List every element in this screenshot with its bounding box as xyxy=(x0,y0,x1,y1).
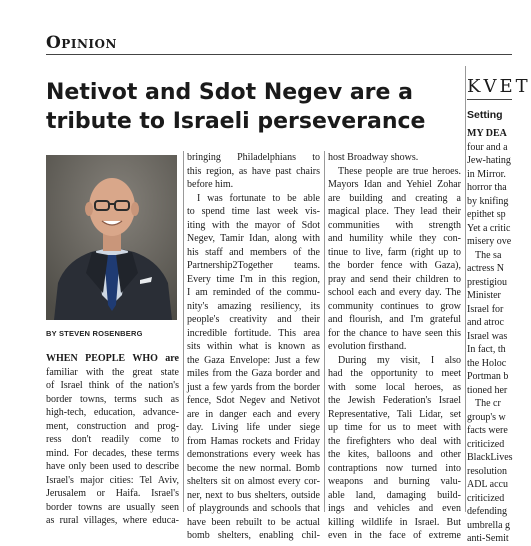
text-line: Portman b xyxy=(467,371,509,382)
text-line: have only been used to describe xyxy=(46,461,179,472)
text-line: ings and vehicles and even xyxy=(328,503,461,514)
sidebar-divider xyxy=(465,66,466,512)
text-line: pray and send their children to xyxy=(328,273,461,285)
author-photo-illustration xyxy=(46,155,177,320)
sidebar-title: KVET xyxy=(467,76,531,97)
text-line: and flourish, and I'm grateful xyxy=(328,314,461,325)
text-line: up time for us to meet with xyxy=(328,422,461,433)
text-line: familiar with the great state xyxy=(46,366,179,378)
text-line: Representative, Tali Lidar, set xyxy=(328,408,461,420)
text-line: group's w xyxy=(467,411,506,423)
text-line: actress N xyxy=(467,263,504,274)
text-line: the Gaza Envelope: Just a few xyxy=(187,354,320,366)
byline: BY STEVEN ROSENBERG xyxy=(46,329,143,338)
text-line: from Hamas rockets and Friday xyxy=(187,435,320,447)
text-line: border towns are usually seen xyxy=(46,501,179,513)
text-line: umbrella g xyxy=(467,519,511,531)
text-line: of playgrounds and schools that xyxy=(187,503,320,514)
text-line: In fact, th xyxy=(467,344,506,355)
text-line: resolution xyxy=(467,465,507,477)
section-label: Opinion xyxy=(46,33,117,53)
text-line: criticized xyxy=(467,492,505,504)
text-line: I was fortunate to be able xyxy=(197,192,320,204)
text-line: criticized xyxy=(467,438,505,450)
text-line: anti-Semit xyxy=(467,533,509,544)
text-line: bomb shelters, enabling chil- xyxy=(187,530,320,541)
text-line: school each and every day. The xyxy=(328,287,461,298)
text-line: even in the face of extreme xyxy=(328,530,461,541)
text-line: shelters sit on almost every cor- xyxy=(187,476,320,487)
sidebar-column xyxy=(467,127,527,546)
text-line: of Israel think of the nation's xyxy=(46,380,179,391)
text-line: are building and creating a xyxy=(328,192,461,204)
text-line: I am reminded of the commu- xyxy=(187,287,320,298)
text-line: The sa xyxy=(475,249,502,261)
text-line: border towns, terms such as xyxy=(46,393,179,405)
article-column-3 xyxy=(328,151,461,543)
column-divider xyxy=(324,151,325,512)
article-headline: Netivot and Sdot Negev are a tribute to Israeli perseverance xyxy=(46,80,426,134)
text-line: Every time I'm in this region, xyxy=(187,273,320,285)
text-line: epithet sp xyxy=(467,209,506,220)
text-line: Jerusalem or Haifa. Israel's xyxy=(46,488,179,499)
text-line: just a few yards from the border xyxy=(187,381,320,393)
text-line: These people are true heroes. xyxy=(338,165,461,177)
text-line: Yet a critic xyxy=(467,222,511,234)
section-divider xyxy=(46,54,512,55)
text-line: WHEN PEOPLE WHO are xyxy=(46,353,179,364)
text-line: have been rebuilt to be actual xyxy=(187,516,320,528)
text-line: day. Living life under siege xyxy=(187,422,320,433)
text-line: for the chance to have seen this xyxy=(328,327,461,339)
text-line: horror tha xyxy=(467,182,507,193)
text-line: killing wildlife in Israel. But xyxy=(328,516,461,528)
text-line: with some local heroes, as xyxy=(328,381,461,393)
text-line: his staff and members of the xyxy=(187,246,320,258)
text-line: by knifing xyxy=(467,195,509,207)
text-line: become the new normal. Bomb xyxy=(187,462,320,474)
text-line: the Jewish Federation's Israel xyxy=(328,395,461,406)
text-line: to spend time last week vis- xyxy=(187,206,320,217)
text-line: BlackLives xyxy=(467,452,513,463)
text-line: are in danger each and every xyxy=(187,408,320,420)
text-line: as rural villages, where educa- xyxy=(46,515,179,526)
text-line: able land, damaging build- xyxy=(328,489,461,501)
sidebar-subheading: Setting xyxy=(467,109,503,121)
article-column-2 xyxy=(187,151,320,543)
text-line: facts were xyxy=(467,425,508,436)
text-line: the firefighters who deal with xyxy=(328,435,461,447)
text-line: community continues to grow xyxy=(328,300,461,312)
text-line: fence, Sdot Negev and Netivot xyxy=(187,395,320,406)
text-line: tinue to live, farm (right up to xyxy=(328,246,461,258)
text-line: had the opportunity to meet xyxy=(328,368,461,379)
text-line: Partnership2Together teams. xyxy=(187,260,320,271)
text-line: Negev, Tamir Idan, along with xyxy=(187,233,320,244)
text-line: magical place. They lead their xyxy=(328,206,461,217)
text-line: the border fence with Gaza), xyxy=(328,260,461,271)
text-line: host Broadway shows. xyxy=(328,152,419,163)
text-line: in Mirror. xyxy=(467,168,506,180)
text-line: the Holoc xyxy=(467,357,507,369)
text-line: Israel was xyxy=(467,330,508,342)
text-line: high-tech, education, advance- xyxy=(46,407,179,418)
text-line: and humility while they con- xyxy=(328,233,461,244)
text-line: and atroc xyxy=(467,317,504,328)
text-line: demonstrations every week has xyxy=(187,449,320,460)
text-line: weapons and burning valu- xyxy=(328,476,461,487)
text-line: ner, next to bus shelters, outside xyxy=(187,489,320,501)
text-line: Minister xyxy=(467,290,501,301)
text-line: miles from the Gaza border and xyxy=(187,368,320,379)
text-line: mind. For decades, these terms xyxy=(46,447,179,459)
text-line: evolution firsthand. xyxy=(328,341,407,352)
text-line: people's creativity and their xyxy=(187,314,320,325)
text-line: bringing Philadelphians to xyxy=(187,152,320,163)
text-line: ment, construction and prog- xyxy=(46,420,179,432)
text-line: communities with strength xyxy=(328,219,461,231)
text-line: ress don't readily come to xyxy=(46,434,179,445)
text-line: incredible fortitude. This area xyxy=(187,327,320,339)
text-line: The cr xyxy=(475,398,501,409)
text-line: contraptions now turned into xyxy=(328,462,461,474)
text-line: sits within what is known as xyxy=(187,341,320,352)
text-line: the kites, balloons and other xyxy=(328,449,461,460)
text-line: Mayors Idan and Yehiel Zohar xyxy=(328,179,461,190)
text-line: before him. xyxy=(187,179,234,190)
text-line: MY DEA xyxy=(467,128,507,139)
text-line: iting with the mayor of Sdot xyxy=(187,219,320,231)
text-line: nity's amazing resiliency, its xyxy=(187,300,320,312)
text-line: During my visit, I also xyxy=(338,354,461,366)
author-photo xyxy=(46,155,177,320)
text-line: tioned her xyxy=(467,384,508,396)
sidebar-title-rule xyxy=(467,99,512,100)
text-line: Israel for xyxy=(467,303,504,315)
text-line: misery ove xyxy=(467,236,512,247)
text-line: prestigiou xyxy=(467,276,507,288)
text-line: ADL accu xyxy=(467,479,508,490)
text-line: defending xyxy=(467,506,507,517)
article-column-1 xyxy=(46,352,179,528)
text-line: Israel's major cities: Tel Aviv, xyxy=(46,474,179,486)
text-line: this region, as have past chairs xyxy=(187,165,320,177)
column-divider xyxy=(183,151,184,512)
text-line: Jew-hating xyxy=(467,155,511,166)
text-line: four and a xyxy=(467,141,508,153)
